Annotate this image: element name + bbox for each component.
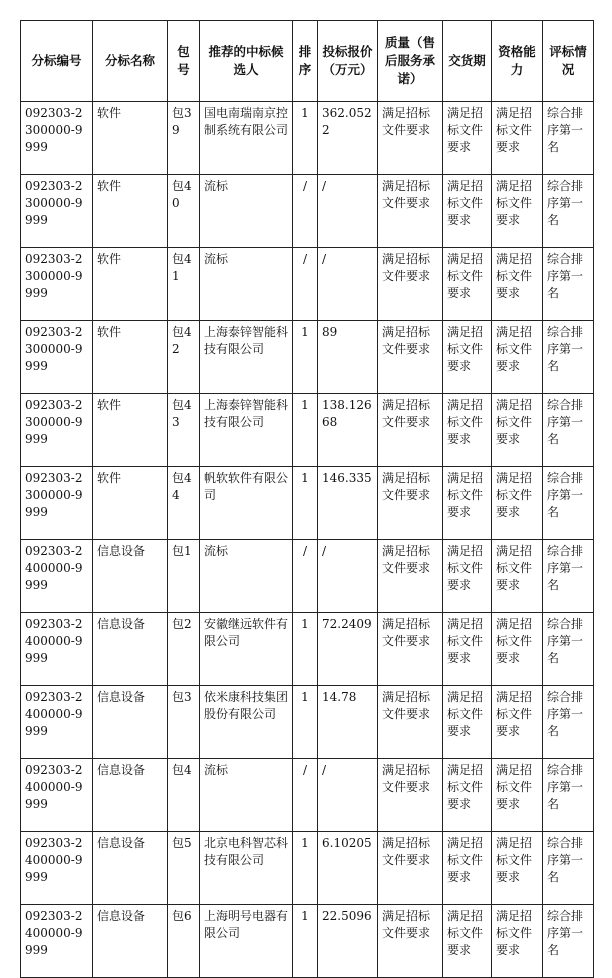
cell-delivery: 满足招标文件要求 bbox=[443, 905, 492, 978]
cell-candidate: 北京电科智芯科技有限公司 bbox=[200, 832, 293, 905]
cell-lot-code: 092303-2300000-9999 bbox=[21, 467, 93, 540]
cell-delivery: 满足招标文件要求 bbox=[443, 613, 492, 686]
header-package-no: 包号 bbox=[168, 21, 200, 102]
cell-lot-name: 软件 bbox=[93, 175, 168, 248]
table-row bbox=[21, 102, 594, 175]
table-row bbox=[21, 905, 594, 978]
cell-rank: / bbox=[293, 175, 318, 248]
cell-evaluation: 综合排序第一名 bbox=[543, 175, 594, 248]
cell-qualification: 满足招标文件要求 bbox=[492, 905, 543, 978]
cell-lot-name: 信息设备 bbox=[93, 686, 168, 759]
cell-rank: 1 bbox=[293, 394, 318, 467]
cell-bid-price: 89 bbox=[318, 321, 378, 394]
table-header-row bbox=[21, 21, 594, 102]
cell-delivery: 满足招标文件要求 bbox=[443, 248, 492, 321]
table-row bbox=[21, 759, 594, 832]
cell-bid-price: 138.12668 bbox=[318, 394, 378, 467]
cell-delivery: 满足招标文件要求 bbox=[443, 175, 492, 248]
cell-bid-price: / bbox=[318, 540, 378, 613]
cell-quality: 满足招标文件要求 bbox=[378, 321, 443, 394]
header-lot-code: 分标编号 bbox=[21, 21, 93, 102]
cell-quality: 满足招标文件要求 bbox=[378, 467, 443, 540]
cell-package-no: 包39 bbox=[168, 102, 200, 175]
cell-bid-price: 6.10205 bbox=[318, 832, 378, 905]
header-qualification: 资格能力 bbox=[492, 21, 543, 102]
cell-delivery: 满足招标文件要求 bbox=[443, 394, 492, 467]
cell-qualification: 满足招标文件要求 bbox=[492, 175, 543, 248]
header-delivery: 交货期 bbox=[443, 21, 492, 102]
cell-quality: 满足招标文件要求 bbox=[378, 832, 443, 905]
table-row bbox=[21, 175, 594, 248]
table-row bbox=[21, 613, 594, 686]
cell-quality: 满足招标文件要求 bbox=[378, 540, 443, 613]
cell-evaluation: 综合排序第一名 bbox=[543, 467, 594, 540]
cell-qualification: 满足招标文件要求 bbox=[492, 832, 543, 905]
cell-lot-name: 软件 bbox=[93, 248, 168, 321]
cell-qualification: 满足招标文件要求 bbox=[492, 321, 543, 394]
cell-quality: 满足招标文件要求 bbox=[378, 686, 443, 759]
cell-qualification: 满足招标文件要求 bbox=[492, 686, 543, 759]
cell-quality: 满足招标文件要求 bbox=[378, 394, 443, 467]
cell-delivery: 满足招标文件要求 bbox=[443, 686, 492, 759]
cell-bid-price: / bbox=[318, 248, 378, 321]
cell-lot-name: 软件 bbox=[93, 394, 168, 467]
cell-lot-code: 092303-2300000-9999 bbox=[21, 394, 93, 467]
cell-lot-name: 信息设备 bbox=[93, 613, 168, 686]
cell-quality: 满足招标文件要求 bbox=[378, 175, 443, 248]
cell-quality: 满足招标文件要求 bbox=[378, 248, 443, 321]
table-row bbox=[21, 394, 594, 467]
table-row bbox=[21, 540, 594, 613]
cell-package-no: 包2 bbox=[168, 613, 200, 686]
cell-bid-price: / bbox=[318, 175, 378, 248]
cell-lot-code: 092303-2400000-9999 bbox=[21, 759, 93, 832]
cell-lot-name: 信息设备 bbox=[93, 832, 168, 905]
cell-rank: 1 bbox=[293, 613, 318, 686]
cell-qualification: 满足招标文件要求 bbox=[492, 102, 543, 175]
cell-lot-name: 软件 bbox=[93, 321, 168, 394]
cell-package-no: 包42 bbox=[168, 321, 200, 394]
cell-evaluation: 综合排序第一名 bbox=[543, 248, 594, 321]
cell-rank: 1 bbox=[293, 686, 318, 759]
cell-lot-code: 092303-2300000-9999 bbox=[21, 102, 93, 175]
table-row bbox=[21, 832, 594, 905]
cell-lot-code: 092303-2400000-9999 bbox=[21, 540, 93, 613]
cell-rank: / bbox=[293, 248, 318, 321]
cell-bid-price: 72.2409 bbox=[318, 613, 378, 686]
cell-candidate: 流标 bbox=[200, 759, 293, 832]
cell-package-no: 包4 bbox=[168, 759, 200, 832]
cell-delivery: 满足招标文件要求 bbox=[443, 467, 492, 540]
header-rank: 排序 bbox=[293, 21, 318, 102]
cell-candidate: 流标 bbox=[200, 540, 293, 613]
cell-rank: / bbox=[293, 540, 318, 613]
cell-delivery: 满足招标文件要求 bbox=[443, 832, 492, 905]
table-row bbox=[21, 686, 594, 759]
header-evaluation: 评标情况 bbox=[543, 21, 594, 102]
table-row bbox=[21, 248, 594, 321]
cell-package-no: 包40 bbox=[168, 175, 200, 248]
cell-package-no: 包1 bbox=[168, 540, 200, 613]
cell-package-no: 包43 bbox=[168, 394, 200, 467]
cell-package-no: 包3 bbox=[168, 686, 200, 759]
cell-bid-price: / bbox=[318, 759, 378, 832]
cell-lot-name: 软件 bbox=[93, 102, 168, 175]
cell-evaluation: 综合排序第一名 bbox=[543, 832, 594, 905]
cell-candidate: 帆软软件有限公司 bbox=[200, 467, 293, 540]
cell-candidate: 流标 bbox=[200, 175, 293, 248]
header-bid-price: 投标报价（万元） bbox=[318, 21, 378, 102]
cell-qualification: 满足招标文件要求 bbox=[492, 540, 543, 613]
cell-bid-price: 14.78 bbox=[318, 686, 378, 759]
cell-evaluation: 综合排序第一名 bbox=[543, 686, 594, 759]
cell-qualification: 满足招标文件要求 bbox=[492, 248, 543, 321]
cell-evaluation: 综合排序第一名 bbox=[543, 394, 594, 467]
cell-lot-name: 信息设备 bbox=[93, 540, 168, 613]
cell-lot-code: 092303-2300000-9999 bbox=[21, 175, 93, 248]
cell-delivery: 满足招标文件要求 bbox=[443, 321, 492, 394]
cell-lot-name: 信息设备 bbox=[93, 905, 168, 978]
cell-bid-price: 362.0522 bbox=[318, 102, 378, 175]
table-body bbox=[21, 102, 594, 978]
cell-candidate: 上海泰锌智能科技有限公司 bbox=[200, 321, 293, 394]
cell-lot-code: 092303-2400000-9999 bbox=[21, 686, 93, 759]
cell-lot-code: 092303-2400000-9999 bbox=[21, 832, 93, 905]
cell-evaluation: 综合排序第一名 bbox=[543, 321, 594, 394]
cell-qualification: 满足招标文件要求 bbox=[492, 613, 543, 686]
cell-quality: 满足招标文件要求 bbox=[378, 759, 443, 832]
table-row bbox=[21, 467, 594, 540]
cell-qualification: 满足招标文件要求 bbox=[492, 467, 543, 540]
cell-rank: 1 bbox=[293, 102, 318, 175]
cell-lot-code: 092303-2400000-9999 bbox=[21, 905, 93, 978]
cell-rank: 1 bbox=[293, 832, 318, 905]
cell-package-no: 包5 bbox=[168, 832, 200, 905]
header-quality: 质量（售后服务承诺） bbox=[378, 21, 443, 102]
cell-candidate: 国电南瑞南京控制系统有限公司 bbox=[200, 102, 293, 175]
cell-quality: 满足招标文件要求 bbox=[378, 613, 443, 686]
cell-lot-code: 092303-2300000-9999 bbox=[21, 321, 93, 394]
cell-evaluation: 综合排序第一名 bbox=[543, 613, 594, 686]
cell-candidate: 依米康科技集团股份有限公司 bbox=[200, 686, 293, 759]
cell-candidate: 安徽继远软件有限公司 bbox=[200, 613, 293, 686]
cell-qualification: 满足招标文件要求 bbox=[492, 759, 543, 832]
cell-lot-name: 信息设备 bbox=[93, 759, 168, 832]
cell-candidate: 上海泰锌智能科技有限公司 bbox=[200, 394, 293, 467]
cell-candidate: 流标 bbox=[200, 248, 293, 321]
cell-package-no: 包41 bbox=[168, 248, 200, 321]
cell-quality: 满足招标文件要求 bbox=[378, 102, 443, 175]
cell-candidate: 上海明号电器有限公司 bbox=[200, 905, 293, 978]
cell-package-no: 包44 bbox=[168, 467, 200, 540]
cell-evaluation: 综合排序第一名 bbox=[543, 540, 594, 613]
cell-lot-code: 092303-2300000-9999 bbox=[21, 248, 93, 321]
cell-lot-code: 092303-2400000-9999 bbox=[21, 613, 93, 686]
cell-rank: 1 bbox=[293, 467, 318, 540]
cell-rank: 1 bbox=[293, 905, 318, 978]
cell-package-no: 包6 bbox=[168, 905, 200, 978]
cell-rank: / bbox=[293, 759, 318, 832]
table-row bbox=[21, 321, 594, 394]
cell-qualification: 满足招标文件要求 bbox=[492, 394, 543, 467]
cell-evaluation: 综合排序第一名 bbox=[543, 759, 594, 832]
cell-rank: 1 bbox=[293, 321, 318, 394]
cell-delivery: 满足招标文件要求 bbox=[443, 540, 492, 613]
cell-evaluation: 综合排序第一名 bbox=[543, 102, 594, 175]
cell-evaluation: 综合排序第一名 bbox=[543, 905, 594, 978]
header-candidate: 推荐的中标候选人 bbox=[200, 21, 293, 102]
cell-delivery: 满足招标文件要求 bbox=[443, 102, 492, 175]
bid-results-table bbox=[20, 20, 594, 978]
cell-bid-price: 146.335 bbox=[318, 467, 378, 540]
cell-delivery: 满足招标文件要求 bbox=[443, 759, 492, 832]
cell-quality: 满足招标文件要求 bbox=[378, 905, 443, 978]
cell-lot-name: 软件 bbox=[93, 467, 168, 540]
cell-bid-price: 22.5096 bbox=[318, 905, 378, 978]
header-lot-name: 分标名称 bbox=[93, 21, 168, 102]
